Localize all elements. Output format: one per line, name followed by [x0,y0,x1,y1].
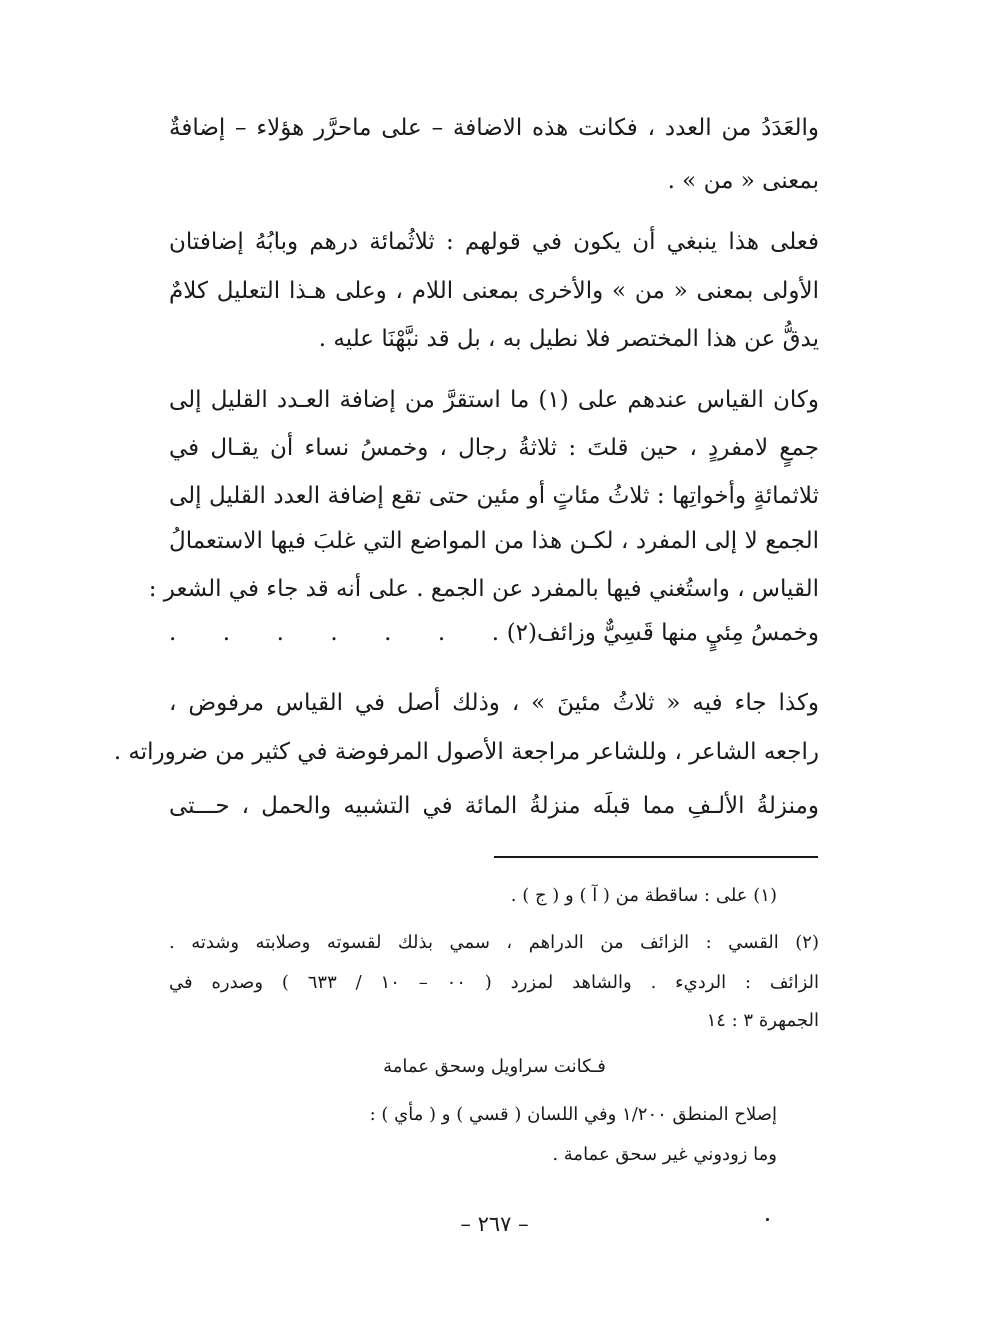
body-line-5: يدقُّ عن هذا المختصر فلا نطيل به ، بل قد نبَّهْنَا عليه . [318,326,819,352]
ellipsis-dot: . [491,620,499,646]
footnote-2-line-3: الجمهرة ٣ : ١٤ [706,1010,819,1031]
body-line-3: فعلى هذا ينبغي أن يكون في قولهم : ثلاثُمائة درهم وبابُهُ إضافتان [169,229,819,255]
body-line-8: ثلاثمائةٍ وأخواتِها : ثلاثُ مئاتٍ أو مئين حتى تقع إضافة العدد القليل إلى [169,483,819,509]
footnote-2-line-2: الزائف : الرديء . والشاهد لمزرد ( ٠٠ – ١٠ / ٦٣٣ ) وصدره في [169,972,819,993]
footnote-verse: فـكانت سراويل وسحق عمامة [383,1056,606,1077]
ellipsis-dot: . [330,620,338,646]
ellipsis-dot: . [276,620,284,646]
ellipsis-dot: . [384,620,392,646]
ellipsis-dot: . [437,620,446,646]
body-line-12: راجعه الشاعر ، وللشاعر مراجعة الأصول المرفوضة في كثير من ضروراته . [113,739,819,765]
verse-ellipsis [169,622,519,645]
body-line-11: وكذا جاء فيه « ثلاثُ مئينَ » ، وذلك أصل في القياس مرفوض ، [169,690,819,716]
verse-hemistich: وخمسُ مِئيٍ منها قَسِيٌّ وزائف(٢) [506,620,819,646]
poetry-verse [169,622,819,652]
body-line-1: والعَدَدُ من العدد ، فكانت هذه الاضافة – على ماحرَّر هؤلاء – إضافةٌ [169,115,819,141]
footnote-2-line-1: (٢) القسي : الزائف من الدراهم ، سمي بذلك لقسوته وصلابته وشدته . [169,932,819,953]
page-number: – ٢٦٧ – [460,1212,529,1236]
ellipsis-dot: . [169,620,177,646]
print-speck [766,1218,769,1221]
body-line-9: الجمع لا إلى المفرد ، لكـن هذا من المواضع التي غلبَ فيها الاستعمالُ [169,528,819,554]
footnote-ref-line-1: إصلاح المنطق ١/٢٠٠ وفي اللسان ( قسي ) و ( مأي ) : [369,1104,777,1125]
body-line-13: ومنزلةُ الألـفِ مما قبلَه منزلةُ المائة في التشبيه والحمل ، حـــتى [169,793,819,819]
body-line-10: القياس ، واستُغني فيها بالمفرد عن الجمع . على أنه قد جاء في الشعر : [148,576,819,602]
body-line-4: الأولى بمعنى « من » والأخرى بمعنى اللام ، وعلى هـذا التعليل كلامٌ [169,278,819,304]
body-line-7: جمعٍ لامفردٍ ، حين قلتَ : ثلاثةُ رجال ، وخمسُ نساء أن يقـال في [169,435,819,461]
footnote-1: (١) على : ساقطة من ( آ ) و ( ج ) . [510,885,777,906]
footnote-ref-line-2: وما زودوني غير سحق عمامة . [552,1144,777,1165]
ellipsis-dot: . [222,620,231,646]
body-line-6: وكان القياس عندهم على (١) ما استقرَّ من إضافة العـدد القليل إلى [169,387,819,413]
body-line-2: بمعنى « من » . [667,168,819,194]
footnote-separator [494,856,818,858]
